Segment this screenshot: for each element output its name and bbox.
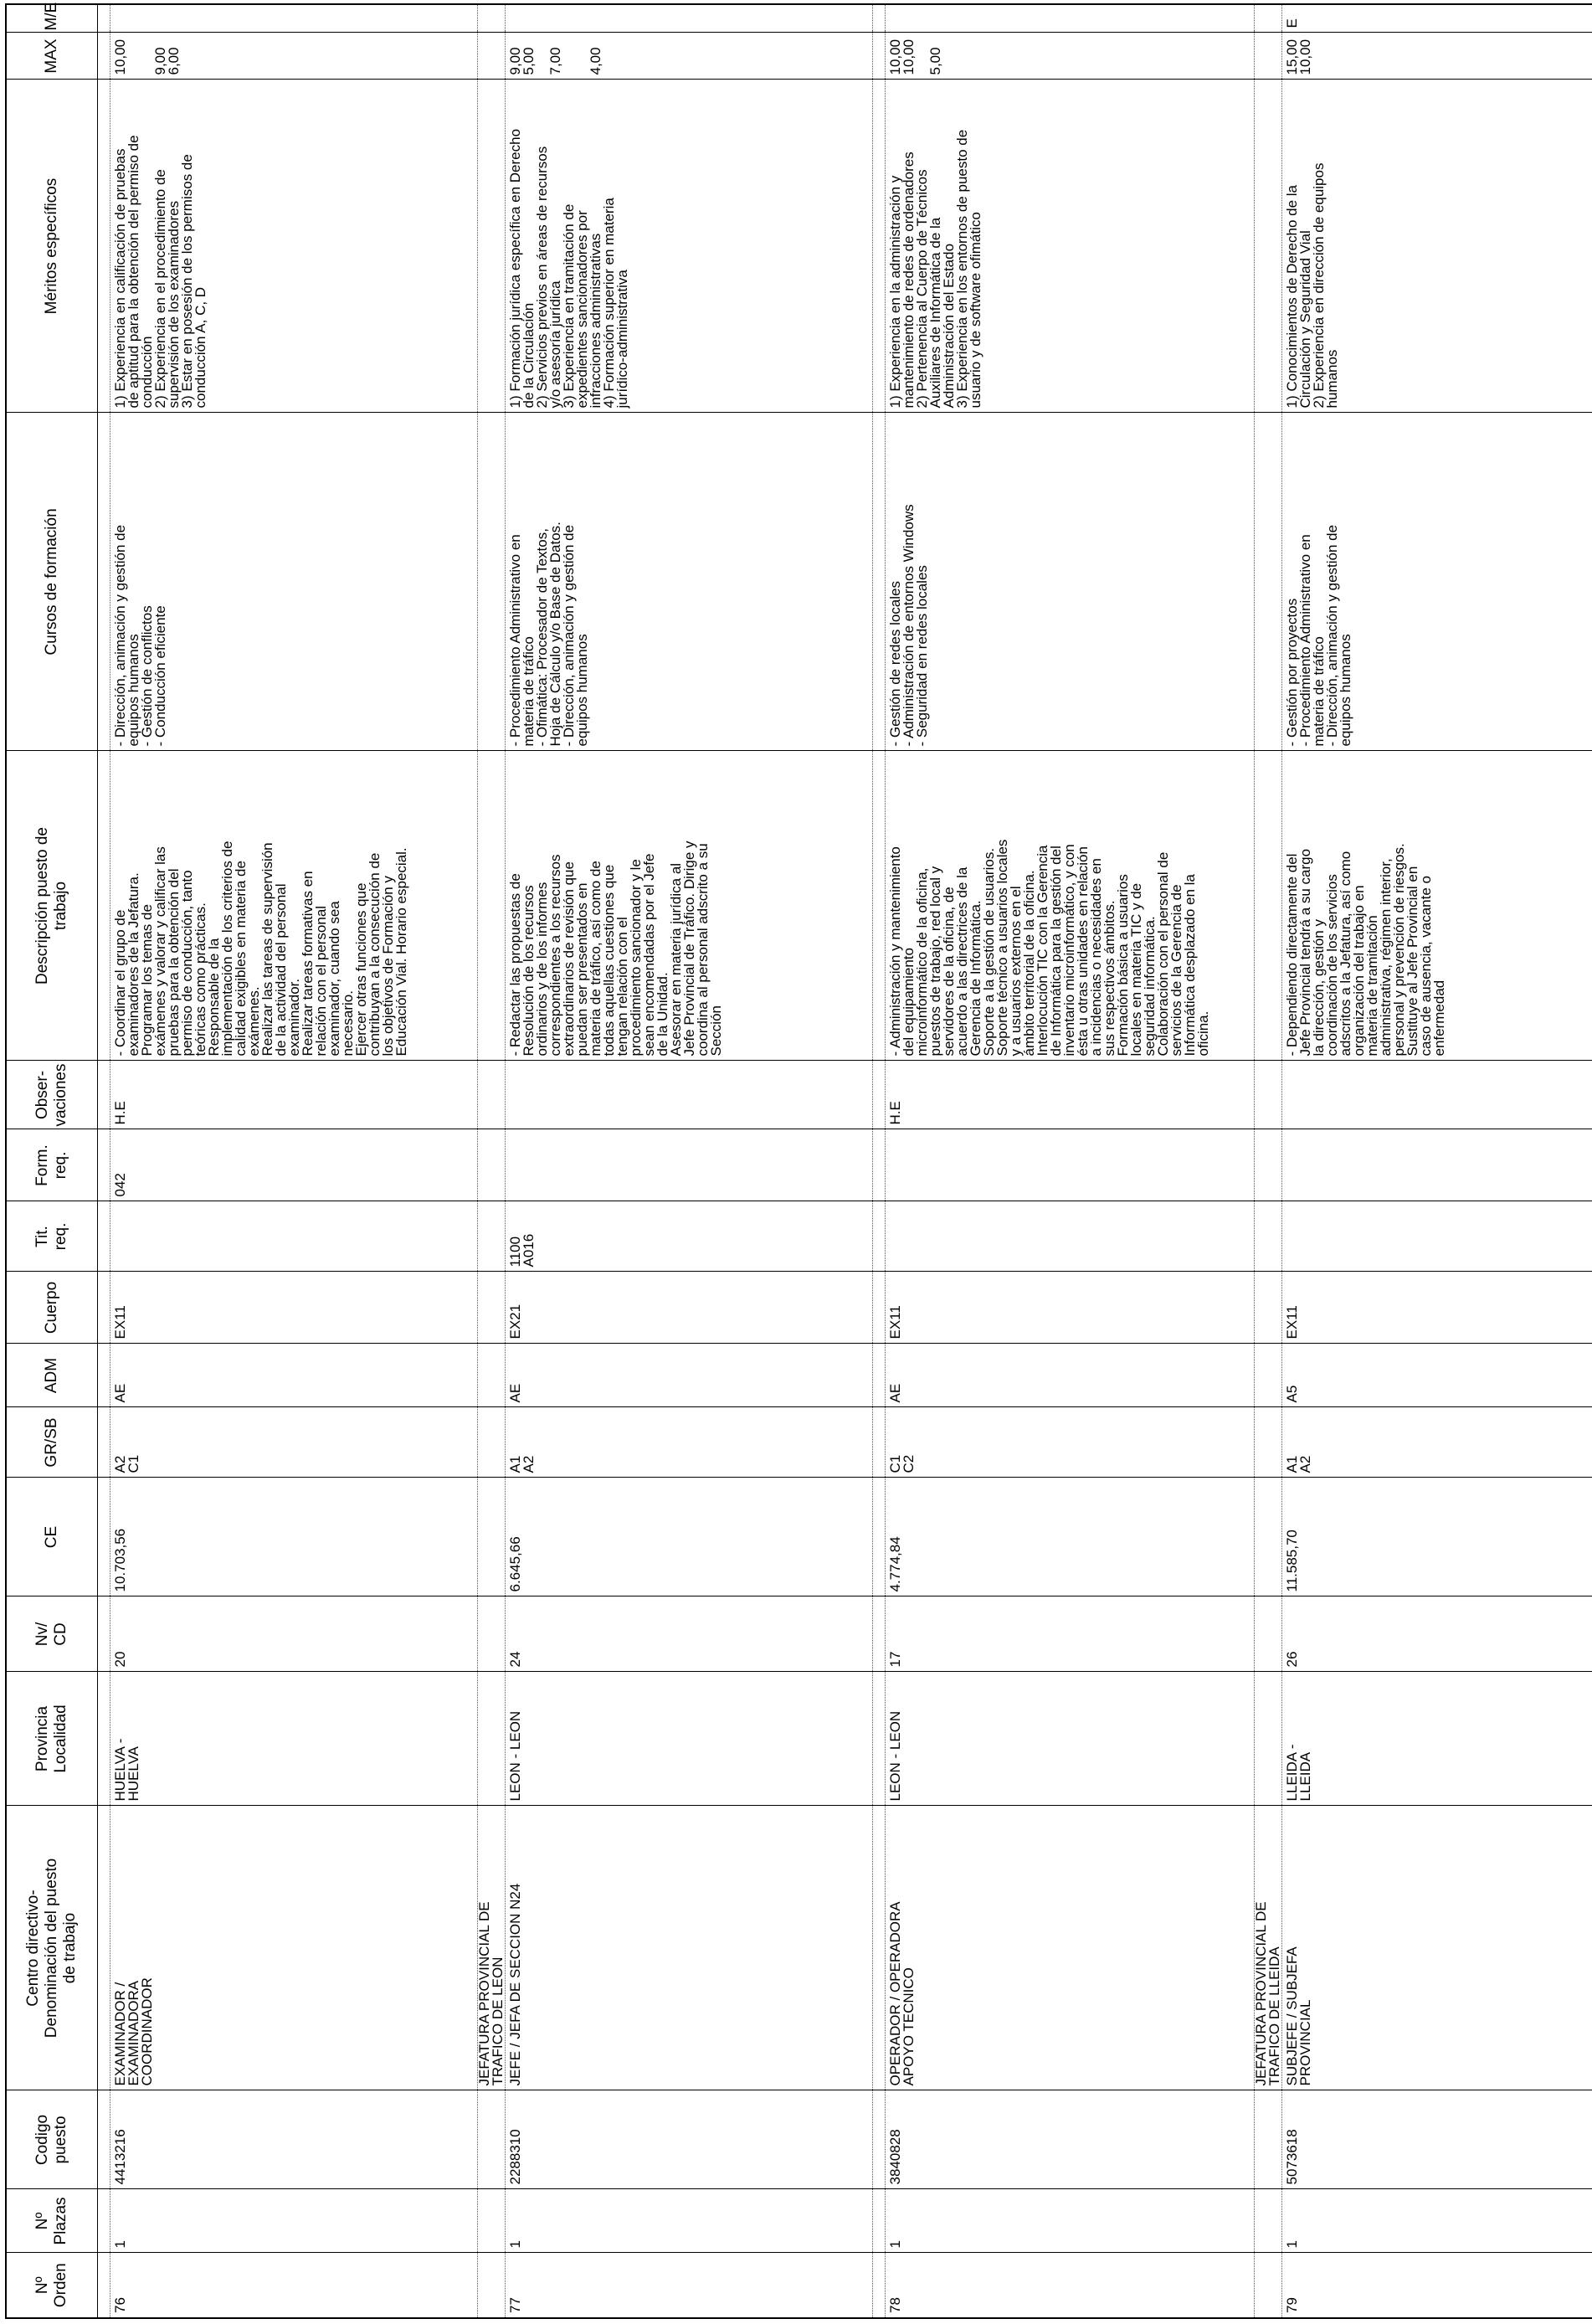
cell-adm: AE <box>110 1344 478 1407</box>
cell-observaciones <box>506 1061 873 1129</box>
table-row <box>1282 4 1592 2318</box>
cell-meritos: 1) Conocimientos de Derecho de la Circulación y Seguridad Vial 2) Experiencia en dirección de equipos humanos <box>1282 80 1592 413</box>
header-nivel: Nv/ CD <box>6 1596 98 1672</box>
cell-grupo: C1 C2 <box>886 1407 1255 1478</box>
cell-cuerpo: EX11 <box>110 1272 478 1344</box>
table-row <box>110 4 478 2318</box>
cell-titulacion <box>1282 1201 1592 1272</box>
cell-cuerpo: EX21 <box>506 1272 873 1344</box>
cell-cursos: - Dirección, animación y gestión de equipos humanos - Gestión de conflictos - Conducción eficiente <box>110 413 478 751</box>
header-observaciones: Obser- vaciones <box>6 1061 98 1129</box>
cell-meritos: 1) Experiencia en calificación de pruebas de aptitud para la obtención del permiso de conducción 2) Experiencia en el procedimiento de supervisión de los examinadores 3) Estar en posesión de los permisos de conducción A, C, D <box>110 80 478 413</box>
centro-header <box>98 1806 110 2090</box>
cell-grupo: A1 A2 <box>1282 1407 1592 1478</box>
cell-cuerpo: EX11 <box>886 1272 1255 1344</box>
header-provincia: Provincia Localidad <box>6 1672 98 1806</box>
cell-grupo: A1 A2 <box>506 1407 873 1478</box>
cell-titulacion <box>886 1201 1255 1272</box>
cell-formacion: 042 <box>110 1129 478 1201</box>
row-spacer <box>873 4 886 2318</box>
cell-cursos: - Procedimiento Administrativo en materia de tráfico - Ofimática: Procesador de Textos, Hoja de Cálculo y/o Base de Datos. - Dirección, animación y gestión de equipos humanos <box>506 413 873 751</box>
cell-me: E <box>1282 4 1592 33</box>
cell-adm: AE <box>886 1344 1255 1407</box>
cell-adm: AE <box>506 1344 873 1407</box>
cell-codigo: 3840828 <box>886 2090 1255 2189</box>
cell-max: 9,00 5,00 7,00 4,00 <box>506 33 873 80</box>
cell-plazas: 1 <box>506 2189 873 2253</box>
cell-formacion <box>886 1129 1255 1201</box>
cell-cuerpo: EX11 <box>1282 1272 1592 1344</box>
cell-provincia: LEON - LEON <box>886 1672 1255 1806</box>
header-orden: Nº Orden <box>6 2253 98 2318</box>
header-cursos: Cursos de formación <box>6 413 98 751</box>
cell-me <box>506 4 873 33</box>
cell-centro: SUBJEFE / SUBJEFA PROVINCIAL <box>1282 1806 1592 2090</box>
cell-provincia: LLEIDA - LLEIDA <box>1282 1672 1592 1806</box>
header-codigo: Codigo puesto <box>6 2090 98 2189</box>
cell-nivel: 24 <box>506 1596 873 1672</box>
cell-cursos: - Gestión por proyectos - Procedimiento Administrativo en materia de tráfico - Dirección, animación y gestión de equipos humanos <box>1282 413 1592 751</box>
cell-observaciones: H.E <box>886 1061 1255 1129</box>
header-ce: CE <box>6 1478 98 1596</box>
cell-descripcion: - Dependiendo directamente del Jefe Provincial tendrá a su cargo la dirección, gestión y coordinación de los servicios adscritos a la Jefatura, así como organización del trabajo en materia de tramitación administrativa, régimen interior, personal y prevención de riesgos. Sustituye al Jefe Provincial en caso de ausencia, vacante o enfermedad <box>1282 751 1592 1061</box>
cell-titulacion <box>110 1201 478 1272</box>
cell-me <box>886 4 1255 33</box>
cell-meritos: 1) Formación jurídica específica en Derecho de la Circulación 2) Servicios previos en áreas de recursos y/o asesoría jurídica 3) Experiencia en tramitación de expedientes sancionadores por infracciones administrativas 4) Formación superior en materia jurídico-administrativa <box>506 80 873 413</box>
cell-ce: 4.774,84 <box>886 1478 1255 1596</box>
cell-me <box>110 4 478 33</box>
job-listing-table <box>5 3 1592 2319</box>
header-meritos: Méritos específicos <box>6 80 98 413</box>
header-titulacion: Tit. req. <box>6 1201 98 1272</box>
cell-observaciones <box>1282 1061 1592 1129</box>
cell-codigo: 2288310 <box>506 2090 873 2189</box>
cell-ce: 6.645,66 <box>506 1478 873 1596</box>
cell-grupo: A2 C1 <box>110 1407 478 1478</box>
cell-provincia: HUELVA - HUELVA <box>110 1672 478 1806</box>
cell-adm: A5 <box>1282 1344 1592 1407</box>
cell-centro: JEFE / JEFA DE SECCION N24 <box>506 1806 873 2090</box>
centro-header: JEFATURA PROVINCIAL DE TRAFICO DE LLEIDA <box>1255 1806 1282 2090</box>
cell-max: 10,00 9,00 6,00 <box>110 33 478 80</box>
cell-nivel: 26 <box>1282 1596 1592 1672</box>
header-me: M/E <box>6 4 98 33</box>
table-row <box>506 4 873 2318</box>
cell-descripcion: - Coordinar el grupo de examinadores de la Jefatura. Programar los temas de exámenes y valorar y calificar las pruebas para la obtención del permiso de conducción, tanto teóricas como prácticas. Responsable de la implementación de los criterios de calidad exigibles en materia de exámenes. Realizar las tareas de supervisión de la actividad del personal examinador. Realizar tareas formativas en relación con el personal examinador, cuando sea necesario. Ejercer otras funciones que contribuyan a la consecución de los objetivos de Formación y Educación Vial. Horario especial. <box>110 751 478 1061</box>
cell-centro: OPERADOR / OPERADORA APOYO TECNICO <box>886 1806 1255 2090</box>
cell-orden: 77 <box>506 2253 873 2318</box>
header-max: MAX <box>6 33 98 80</box>
header-adm: ADM <box>6 1344 98 1407</box>
cell-max: 10,00 10,00 5,00 <box>886 33 1255 80</box>
table-row <box>886 4 1255 2318</box>
header-grupo: GR/SB <box>6 1407 98 1478</box>
cell-codigo: 4413216 <box>110 2090 478 2189</box>
cell-descripcion: - Redactar las propuestas de Resolución de los recursos ordinarios y de los informes correspondientes a los recursos extraordinarios de revisión que puedan ser presentados en materia de tráfico, así como de todas aquellas cuestiones que tengan relación con el procedimiento sancionador y le sean encomendadas por el Jefe de la Unidad. Asesorar en materia jurídica al Jefe Provincial de Tráfico. Dirige y coordina al personal adscrito a su Sección <box>506 751 873 1061</box>
header-descripcion: Descripción puesto de trabajo <box>6 751 98 1061</box>
header-plazas: Nº Plazas <box>6 2189 98 2253</box>
cell-plazas: 1 <box>110 2189 478 2253</box>
row-spacer <box>478 4 506 2318</box>
cell-nivel: 20 <box>110 1596 478 1672</box>
cell-plazas: 1 <box>1282 2189 1592 2253</box>
header-centro: Centro directivo- Denominación del puesto de trabajo <box>6 1806 98 2090</box>
cell-titulacion: 1100 A016 <box>506 1201 873 1272</box>
header-cuerpo: Cuerpo <box>6 1272 98 1344</box>
cell-max: 15,00 10,00 <box>1282 33 1592 80</box>
cell-codigo: 5073618 <box>1282 2090 1592 2189</box>
centro-header <box>873 1806 886 2090</box>
cell-ce: 10.703,56 <box>110 1478 478 1596</box>
cell-ce: 11.585,70 <box>1282 1478 1592 1596</box>
cell-orden: 76 <box>110 2253 478 2318</box>
cell-centro: EXAMINADOR / EXAMINADORA COORDINADOR <box>110 1806 478 2090</box>
cell-nivel: 17 <box>886 1596 1255 1672</box>
cell-plazas: 1 <box>886 2189 1255 2253</box>
cell-formacion <box>506 1129 873 1201</box>
header-formacion: Form. req. <box>6 1129 98 1201</box>
cell-descripcion: - Administración y mantenimiento del equipamiento microinformático de la oficina, puestos de trabajo, red local y servidores de la oficina, de acuerdo a las directrices de la Gerencia de Informática. Soporte a la gestión de usuarios. Soporte técnico a usuarios locales y a usuarios externos en el ámbito territorial de la oficina. Interlocución TIC con la Gerencia de Informática para la gestión del inventario microinformático, y con ésta u otras unidades en relación a incidencias o necesidades en sus respectivos ámbitos. Formación básica a usuarios locales en materia TIC y de seguridad informática. Colaboración con el personal de servicios de la Gerencia de Informática desplazado en la oficina. <box>886 751 1255 1061</box>
centro-header: JEFATURA PROVINCIAL DE TRAFICO DE LEON <box>478 1806 506 2090</box>
cell-formacion <box>1282 1129 1592 1201</box>
row-spacer <box>98 4 110 2318</box>
cell-cursos: - Gestión de redes locales - Administración de entornos Windows - Seguridad en redes locales <box>886 413 1255 751</box>
row-spacer <box>1255 4 1282 2318</box>
cell-meritos: 1) Experiencia en la administración y mantenimiento de redes de ordenadores 2) Pertenencia al Cuerpo de Técnicos Auxiliares de Informática de la Administración del Estado 3) Experiencia en los entornos de puesto de usuario y de software ofimático <box>886 80 1255 413</box>
cell-provincia: LEON - LEON <box>506 1672 873 1806</box>
header-row <box>6 4 98 2318</box>
cell-orden: 78 <box>886 2253 1255 2318</box>
cell-orden: 79 <box>1282 2253 1592 2318</box>
cell-observaciones: H.E <box>110 1061 478 1129</box>
